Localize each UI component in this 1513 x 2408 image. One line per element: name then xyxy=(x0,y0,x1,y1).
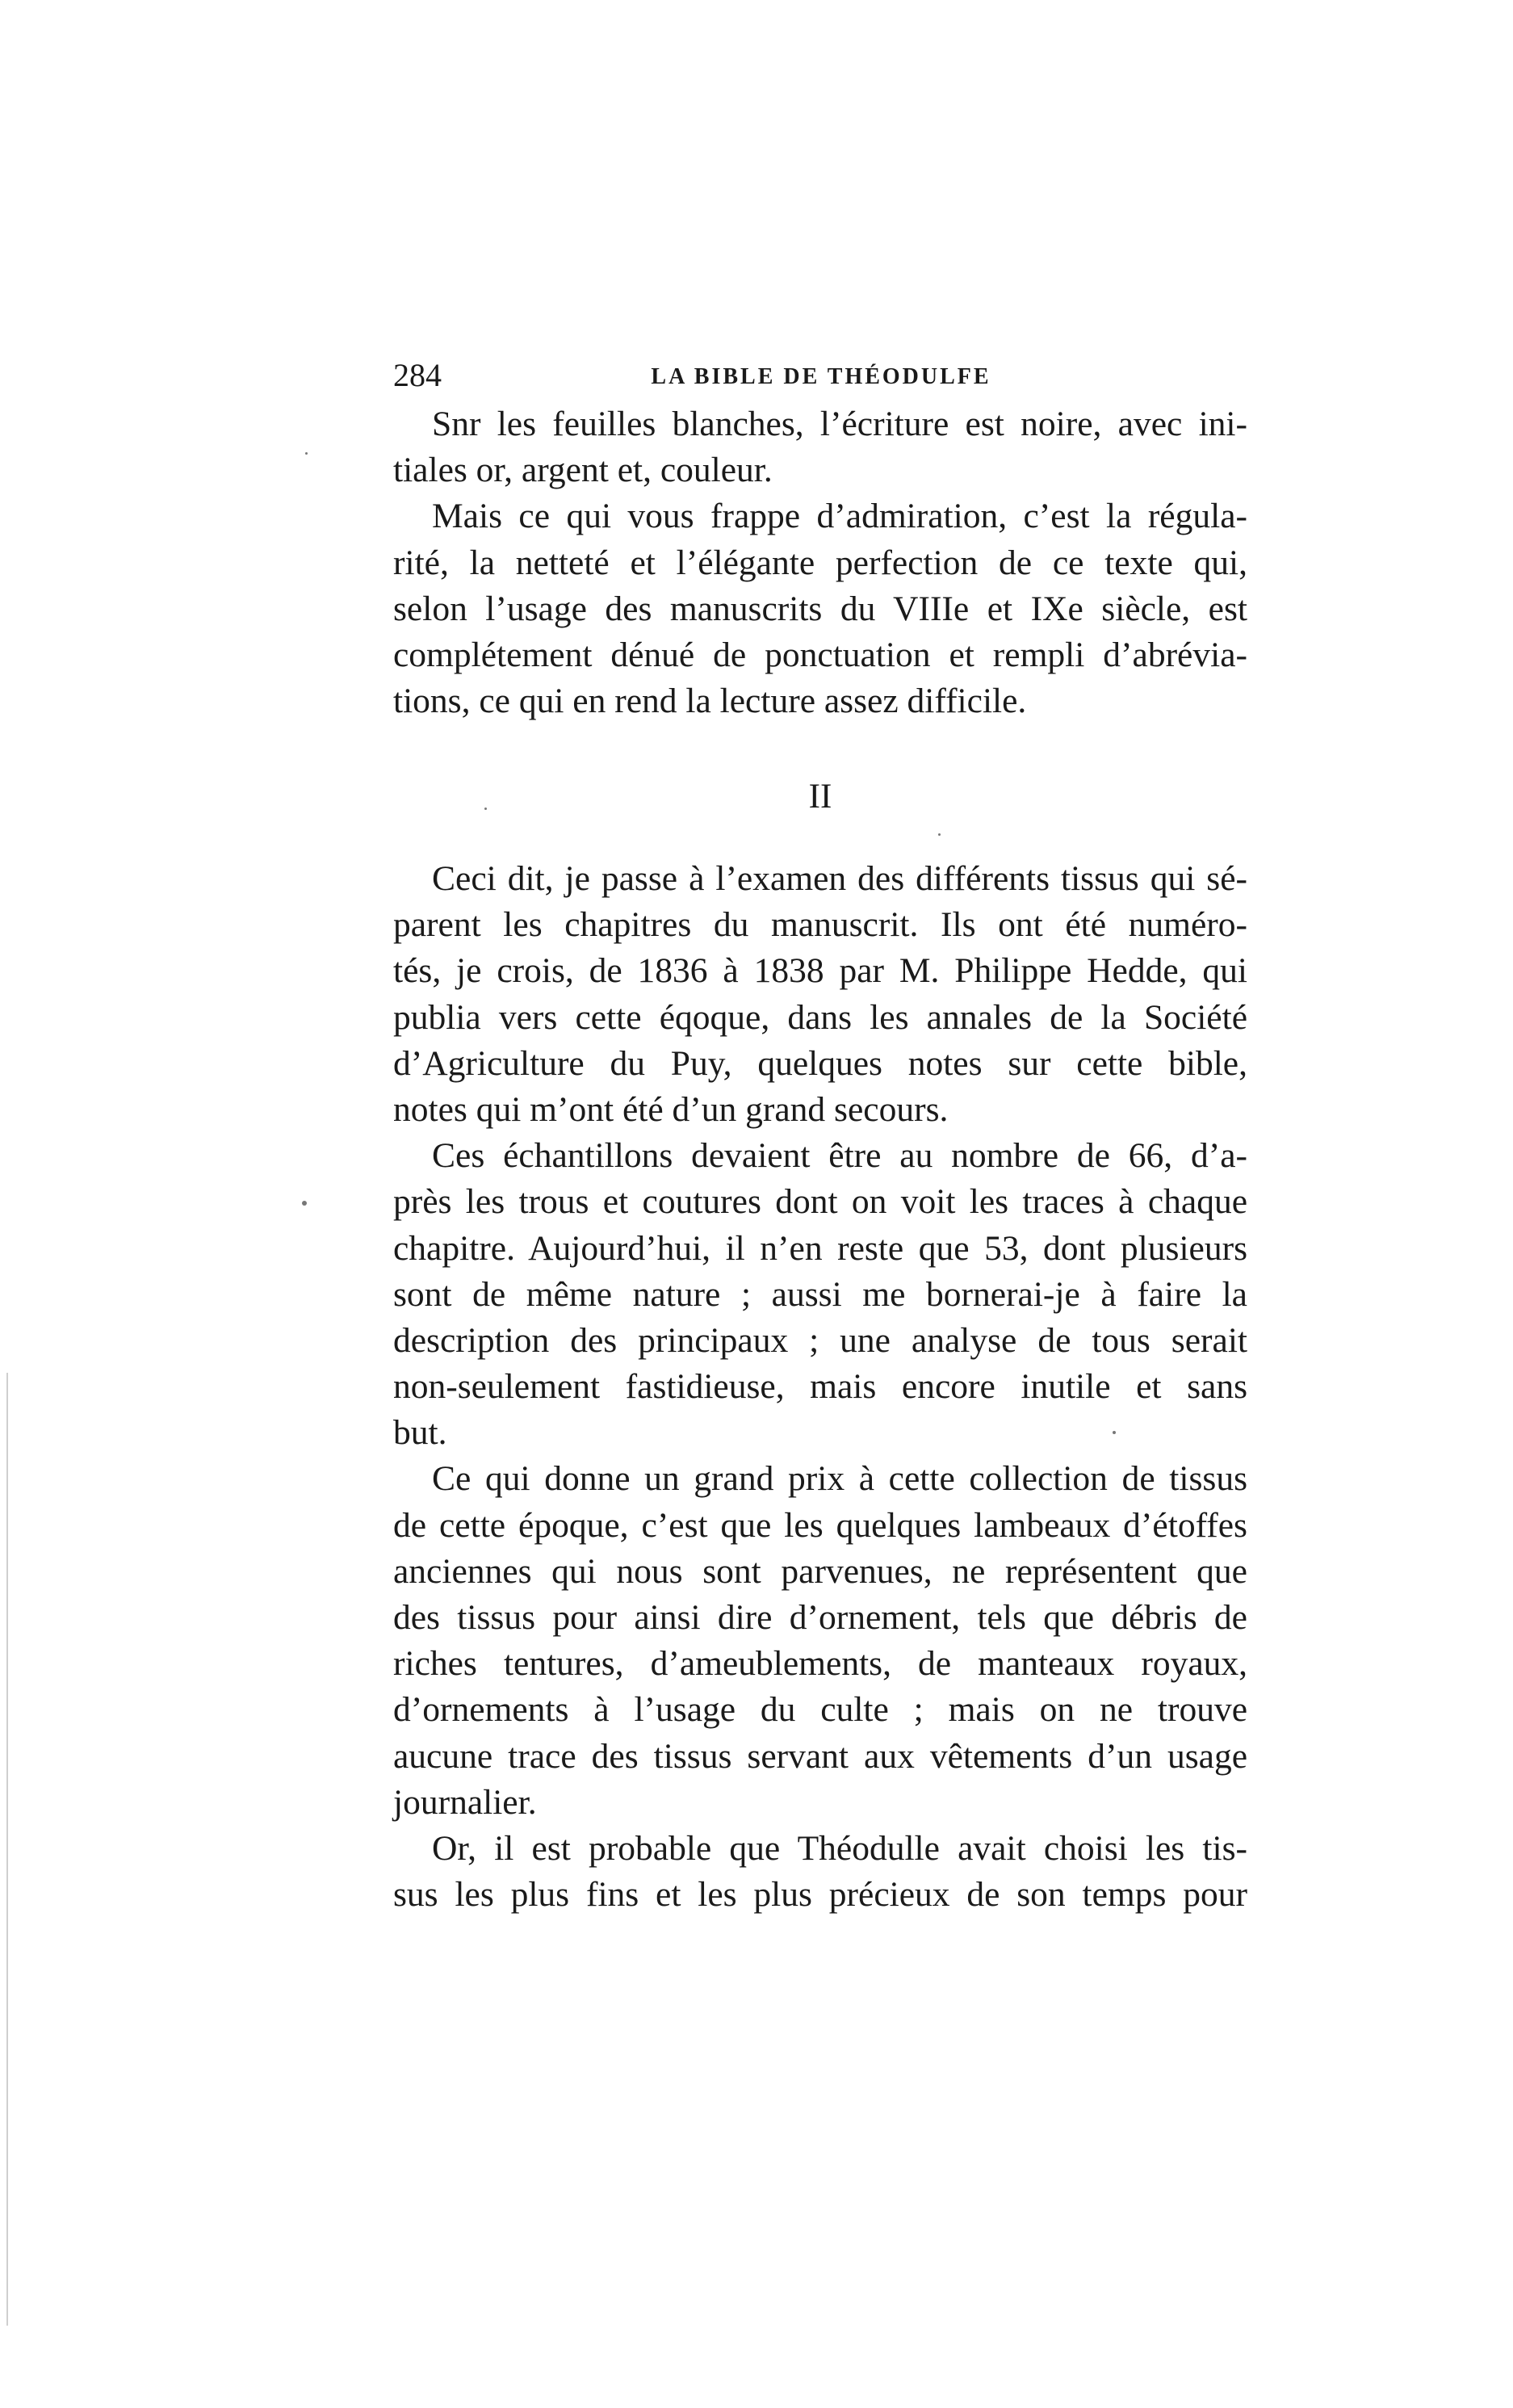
text-line: notes qui m’ont été d’un grand secours. xyxy=(393,1089,949,1129)
text-line: des tissus pour ainsi dire d’ornement, tels que débris de xyxy=(393,1598,1247,1637)
text-line: de cette époque, c’est que les quelques lambeaux d’étoffes xyxy=(393,1505,1247,1545)
text-line: journalier. xyxy=(393,1782,537,1822)
text-line: non-seulement fastidieuse, mais encore inutile et sans xyxy=(393,1367,1247,1407)
scan-speck xyxy=(1113,1431,1116,1434)
text-block-1 xyxy=(393,401,1247,724)
text-line: publia vers cette éqoque, dans les annales de la Société xyxy=(393,997,1247,1037)
text-line: sont de même nature ; aussi me bornerai-je à faire la xyxy=(393,1274,1247,1314)
text-line: Mais ce qui vous frappe d’admiration, c’est la régula- xyxy=(432,497,1247,536)
scan-speck xyxy=(302,1201,307,1206)
text-line: d’ornements à l’usage du culte ; mais on ne trouve xyxy=(393,1690,1247,1730)
page-number: 284 xyxy=(393,357,442,393)
text-line: Ce qui donne un grand prix à cette collection de tissus xyxy=(432,1459,1247,1499)
text-line: but. xyxy=(393,1413,447,1453)
text-line: tions, ce qui en rend la lecture assez difficile. xyxy=(393,682,1027,721)
text-line: Ceci dit, je passe à l’examen des différents tissus qui sé- xyxy=(432,859,1247,898)
text-line: Snr les feuilles blanches, l’écriture est noire, avec ini- xyxy=(432,405,1247,443)
text-line: riches tentures, d’ameublements, de manteaux royaux, xyxy=(393,1644,1247,1684)
text-line: aucune trace des tissus servant aux vêtements d’un usage xyxy=(393,1736,1247,1776)
text-line: Ces échantillons devaient être au nombre de 66, d’a- xyxy=(432,1136,1247,1176)
text-line: Or, il est probable que Théodulle avait choisi les tis- xyxy=(432,1828,1247,1868)
scan-speck xyxy=(484,808,487,810)
scan-edge-line xyxy=(6,1373,8,2326)
scan-speck xyxy=(305,452,308,455)
text-line: chapitre. Aujourd’hui, il n’en reste que 53, dont plusieurs xyxy=(393,1228,1247,1268)
running-title: LA BIBLE DE THÉODULFE xyxy=(651,364,991,389)
text-line: rité, la netteté et l’élégante perfection de ce texte qui, xyxy=(393,543,1247,582)
running-head xyxy=(393,355,1249,396)
text-line: sus les plus fins et les plus précieux de son temps pour xyxy=(393,1875,1247,1915)
text-line: tés, je crois, de 1836 à 1838 par M. Philippe Hedde, qui xyxy=(393,951,1247,991)
text-line: tiales or, argent et, couleur. xyxy=(393,451,773,490)
text-line: complétement dénué de ponctuation et rempli d’abrévia- xyxy=(393,635,1247,674)
section-heading: II xyxy=(808,778,832,816)
text-line: parent les chapitres du manuscrit. Ils ont été numéro- xyxy=(393,905,1247,945)
text-line: d’Agriculture du Puy, quelques notes sur cette bible, xyxy=(393,1043,1247,1083)
text-line: description des principaux ; une analyse de tous serait xyxy=(393,1320,1247,1360)
scan-speck xyxy=(938,833,941,836)
text-line: selon l’usage des manuscrits du VIIIe et IXe siècle, est xyxy=(393,589,1247,628)
text-line: anciennes qui nous sont parvenues, ne représentent que xyxy=(393,1551,1247,1591)
text-line: près les trous et coutures dont on voit les traces à chaque xyxy=(393,1182,1247,1222)
text-block-2 xyxy=(393,856,1247,1918)
